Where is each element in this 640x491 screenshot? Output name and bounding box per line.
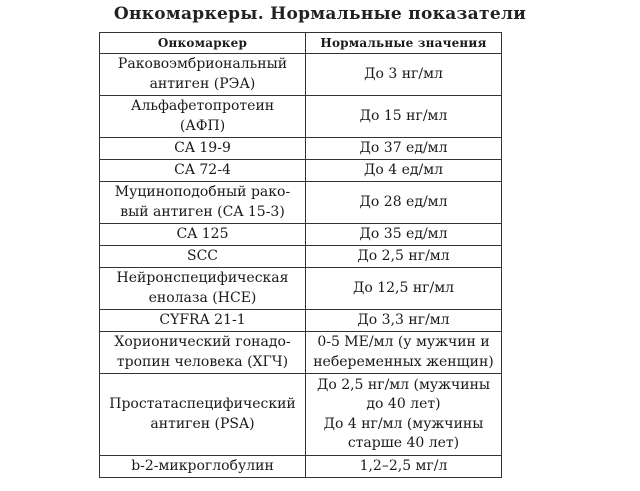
- normal-value: До 28 ед/мл: [359, 193, 448, 210]
- table-row: [100, 160, 502, 182]
- column-header-normal-values: Нормальные значения: [306, 33, 502, 54]
- normal-value-cell: [306, 310, 502, 332]
- marker-name-cell: [100, 54, 306, 96]
- marker-name: Альфафетопротеин (АФП): [130, 98, 275, 134]
- marker-name: CA 72-4: [174, 161, 231, 178]
- table-body: [100, 54, 502, 478]
- marker-name-cell: [100, 246, 306, 268]
- normal-value: До 3,3 нг/мл: [357, 311, 450, 328]
- normal-value: До 4 ед/мл: [363, 161, 444, 178]
- normal-value-cell: [306, 246, 502, 268]
- marker-name: CYFRA 21-1: [159, 311, 246, 328]
- normal-value-cell: [306, 374, 502, 456]
- normal-value-cell: [306, 182, 502, 224]
- normal-value: До 2,5 нг/мл: [357, 247, 450, 264]
- normal-value: До 3 нг/мл: [364, 65, 443, 82]
- table-header: [100, 33, 502, 54]
- table-row: [100, 54, 502, 96]
- marker-name-cell: [100, 96, 306, 138]
- table-row: [100, 374, 502, 456]
- marker-name: CA 125: [176, 225, 229, 242]
- marker-name-cell: [100, 456, 306, 478]
- marker-name-cell: [100, 224, 306, 246]
- normal-value-cell: [306, 54, 502, 96]
- table-row: [100, 96, 502, 138]
- page-title: Онкомаркеры. Нормальные показатели: [113, 4, 527, 24]
- marker-name: Нейронспецифическая енолаза (НСЕ): [116, 270, 289, 306]
- normal-value: 1,2–2,5 мг/л: [359, 457, 448, 474]
- normal-value-cell: [306, 268, 502, 310]
- column-header-marker: Онкомаркер: [100, 33, 306, 54]
- normal-value: До 2,5 нг/мл (мужчины до 40 лет) До 4 нг/мл (мужчины старше 40 лет): [316, 376, 491, 451]
- table-row: [100, 332, 502, 374]
- normal-value: До 37 ед/мл: [359, 139, 448, 156]
- normal-value: До 15 нг/мл: [359, 107, 448, 124]
- marker-name: Муциноподобный рако- вый антиген (CA 15-3): [114, 184, 291, 220]
- marker-name: b-2-микроглобулин: [131, 457, 274, 474]
- normal-value-cell: [306, 138, 502, 160]
- table-row: [100, 182, 502, 224]
- table-row: [100, 268, 502, 310]
- marker-name-cell: [100, 374, 306, 456]
- header-row: [100, 33, 502, 54]
- marker-name-cell: [100, 310, 306, 332]
- table-row: [100, 310, 502, 332]
- normal-value-cell: [306, 96, 502, 138]
- marker-name: Простатаспецифический антиген (PSA): [109, 396, 296, 432]
- normal-value: 0-5 МЕ/мл (у мужчин и небеременных женщин): [313, 334, 494, 370]
- normal-value-cell: [306, 332, 502, 374]
- marker-name: Хорионический гонадо- тропин человека (ХГЧ): [114, 334, 291, 370]
- table-row: [100, 456, 502, 478]
- table-row: [100, 224, 502, 246]
- table-row: [100, 246, 502, 268]
- tumor-markers-table: [99, 32, 502, 478]
- marker-name: Раковоэмбриональный антиген (РЭА): [117, 56, 288, 92]
- marker-name-cell: [100, 268, 306, 310]
- table-row: [100, 138, 502, 160]
- marker-name-cell: [100, 138, 306, 160]
- marker-name: CA 19-9: [174, 139, 231, 156]
- normal-value-cell: [306, 456, 502, 478]
- marker-name-cell: [100, 160, 306, 182]
- marker-name-cell: [100, 332, 306, 374]
- marker-name-cell: [100, 182, 306, 224]
- normal-value-cell: [306, 224, 502, 246]
- normal-value: До 35 ед/мл: [359, 225, 448, 242]
- normal-value-cell: [306, 160, 502, 182]
- normal-value: До 12,5 нг/мл: [352, 279, 455, 296]
- marker-name: SCC: [186, 247, 218, 264]
